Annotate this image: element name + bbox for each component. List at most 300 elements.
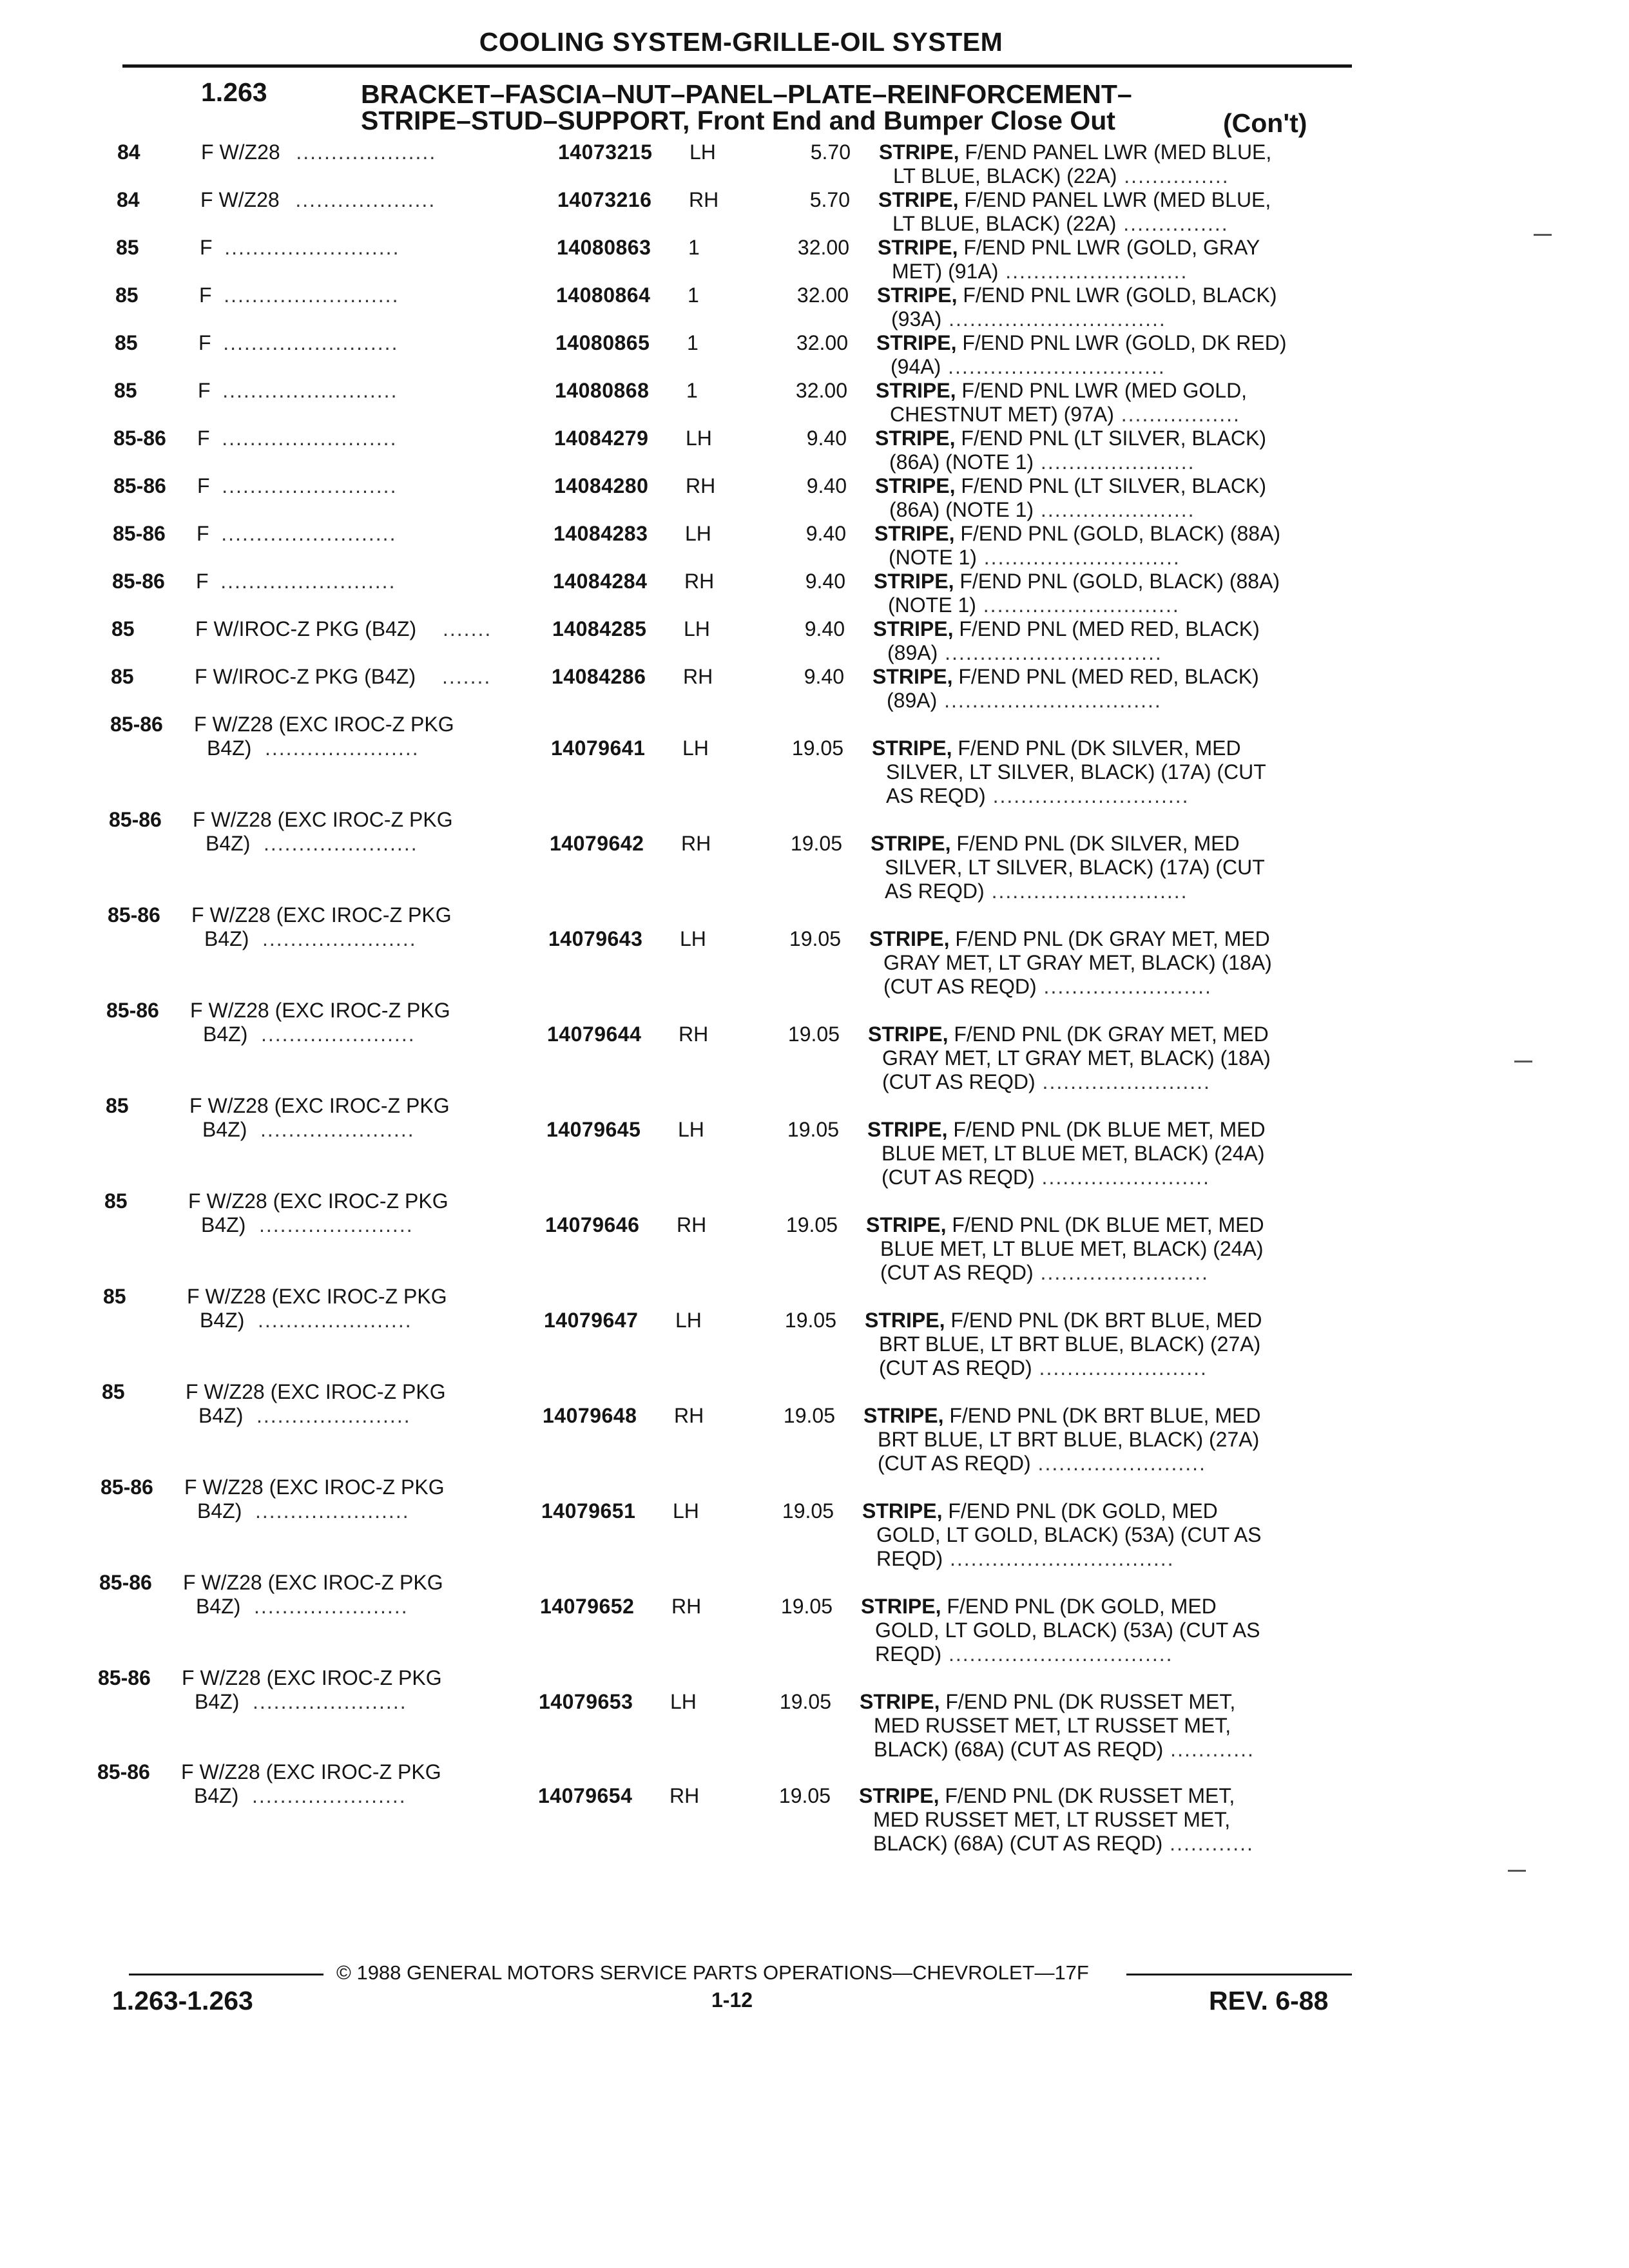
page-title: COOLING SYSTEM-GRILLE-OIL SYSTEM [479, 27, 1003, 57]
price: 9.40 [804, 617, 845, 640]
description-line: F/END PANEL LWR (MED BLUE, [959, 140, 1272, 164]
leader-dots: ............................ [976, 546, 1181, 569]
description-line: F/END PNL (DK RUSSET MET, [940, 1690, 1236, 1713]
price: 19.05 [791, 736, 843, 760]
description-line: F/END PANEL LWR (MED BLUE, [958, 188, 1271, 211]
section-title [361, 81, 1132, 134]
description-line: REQD) [876, 1547, 943, 1570]
description-line: MED RUSSET MET, LT RUSSET MET, [873, 1808, 1231, 1831]
description-keyword: STRIPE, [869, 927, 950, 950]
description-line: (NOTE 1) [889, 546, 977, 569]
model-year: 85 [116, 236, 139, 259]
description [877, 284, 1277, 331]
description [862, 1499, 1262, 1571]
description-line: GOLD, LT GOLD, BLACK) (53A) (CUT AS [876, 1523, 1262, 1546]
leader-dots: ...................... [254, 1595, 409, 1618]
model-year: 85-86 [112, 570, 165, 593]
part-number: 14079645 [546, 1118, 641, 1141]
footer-revision: REV. 6-88 [1209, 1986, 1329, 2015]
leader-dots: .................... [295, 188, 436, 211]
quantity: LH [689, 140, 716, 164]
header-rule [122, 64, 1352, 68]
application: F W/Z28 [200, 188, 280, 211]
leader-dots: ...................... [253, 1690, 407, 1713]
description-line: SILVER, LT SILVER, BLACK) (17A) (CUT [885, 856, 1265, 879]
leader-dots: ...................... [252, 1784, 407, 1807]
application: F W/Z28 (EXC IROC-Z PKG [188, 1189, 448, 1213]
description [868, 1023, 1271, 1094]
quantity: LH [685, 522, 711, 545]
application: F [198, 379, 211, 402]
description-line: (89A) [887, 689, 938, 712]
price: 19.05 [783, 1404, 835, 1427]
description-line: F/END PNL (DK GRAY MET, MED [948, 1023, 1269, 1046]
quantity: LH [678, 1118, 704, 1141]
leader-dots: ...................... [265, 736, 419, 760]
quantity: LH [686, 427, 712, 450]
description [872, 665, 1259, 713]
application-continued: B4Z) [200, 1309, 245, 1332]
leader-dots: ............................... [941, 307, 1166, 331]
description-keyword: STRIPE, [872, 736, 952, 760]
description-line: F/END PNL (MED RED, BLACK) [953, 617, 1260, 640]
part-number: 14079654 [538, 1784, 633, 1807]
application-continued: B4Z) [198, 1404, 244, 1427]
description-keyword: STRIPE, [878, 236, 958, 259]
leader-dots: ............................ [976, 593, 1180, 617]
leader-dots: ......................... [222, 427, 398, 450]
continued-label: (Con't) [1223, 108, 1307, 138]
description-keyword: STRIPE, [863, 1404, 944, 1427]
description [875, 474, 1266, 522]
description-line: SILVER, LT SILVER, BLACK) (17A) (CUT [886, 760, 1266, 783]
quantity: LH [670, 1690, 697, 1713]
leader-dots: ........................ [1034, 1166, 1210, 1189]
leader-dots: ........................ [1035, 1070, 1211, 1093]
description-keyword: STRIPE, [866, 1213, 947, 1236]
description [863, 1404, 1260, 1475]
footer-page-number: 1-12 [711, 1988, 753, 2012]
description [875, 427, 1266, 474]
model-year: 85 [115, 331, 138, 354]
application-continued: B4Z) [201, 1213, 246, 1236]
description-keyword: STRIPE, [879, 140, 959, 164]
application: F W/IROC-Z PKG (B4Z) [195, 665, 416, 688]
part-number: 14079652 [540, 1595, 635, 1618]
part-number: 14084286 [552, 665, 646, 688]
description-line: REQD) [875, 1642, 942, 1666]
description-line: (CUT AS REQD) [878, 1452, 1031, 1475]
description-line: F/END PNL (DK BLUE MET, MED [947, 1118, 1266, 1141]
quantity: RH [681, 832, 711, 855]
description-line: (89A) [887, 641, 938, 664]
leader-dots: ....... [442, 665, 492, 688]
part-number: 14080863 [557, 236, 651, 259]
description-line: (93A) [891, 307, 942, 331]
application-continued: B4Z) [194, 1784, 239, 1807]
leader-dots: ......................... [220, 570, 396, 593]
description-keyword: STRIPE, [867, 1118, 948, 1141]
description-line: F/END PNL (DK SILVER, MED [950, 832, 1240, 855]
description-line: BRT BLUE, LT BRT BLUE, BLACK) (27A) [879, 1332, 1261, 1356]
description-line: MED RUSSET MET, LT RUSSET MET, [874, 1714, 1231, 1737]
application: F W/Z28 (EXC IROC-Z PKG [182, 1666, 442, 1689]
description-line: BRT BLUE, LT BRT BLUE, BLACK) (27A) [878, 1428, 1260, 1451]
description-line: F/END PNL (MED RED, BLACK) [952, 665, 1259, 688]
application: F [199, 284, 212, 307]
description-keyword: STRIPE, [861, 1595, 941, 1618]
part-number: 14084285 [552, 617, 647, 640]
description-line: AS REQD) [885, 879, 985, 903]
model-year: 85-86 [108, 903, 160, 927]
description-line: (86A) (NOTE 1) [889, 450, 1034, 474]
model-year: 85-86 [97, 1760, 150, 1783]
description [865, 1309, 1262, 1380]
section-title-line2: STRIPE–STUD–SUPPORT, Front End and Bumper Close Out [361, 106, 1115, 135]
part-number: 14079644 [547, 1023, 642, 1046]
price: 19.05 [784, 1309, 836, 1332]
price: 19.05 [778, 1784, 831, 1807]
part-number: 14079642 [550, 832, 644, 855]
description-line: (CUT AS REQD) [883, 975, 1037, 998]
application: F [197, 522, 209, 545]
description [861, 1595, 1260, 1666]
quantity: LH [673, 1499, 699, 1523]
leader-dots: ........................ [1036, 975, 1212, 998]
quantity: RH [686, 474, 716, 497]
application: F W/Z28 (EXC IROC-Z PKG [181, 1760, 441, 1783]
price: 32.00 [795, 379, 847, 402]
price: 32.00 [796, 284, 849, 307]
application: F [197, 474, 210, 497]
margin-mark [1534, 234, 1552, 236]
application-continued: B4Z) [197, 1499, 242, 1523]
description-keyword: STRIPE, [873, 617, 954, 640]
part-number: 14079648 [543, 1404, 637, 1427]
leader-dots: ................................ [943, 1547, 1175, 1570]
description-keyword: STRIPE, [876, 331, 957, 354]
leader-dots: ................. [1113, 403, 1240, 426]
price: 19.05 [786, 1213, 838, 1236]
description-line: (86A) (NOTE 1) [889, 498, 1034, 521]
price: 19.05 [789, 927, 841, 950]
part-number: 14084279 [554, 427, 649, 450]
description [872, 736, 1266, 808]
part-number: 14080868 [555, 379, 650, 402]
description [874, 570, 1280, 617]
description-line: F/END PNL (DK GOLD, MED [941, 1595, 1217, 1618]
description-line: (CUT AS REQD) [882, 1166, 1035, 1189]
price: 5.70 [809, 188, 850, 211]
part-number: 14080864 [556, 284, 651, 307]
model-year: 85 [114, 379, 137, 402]
description-keyword: STRIPE, [859, 1784, 940, 1807]
part-number: 14073216 [557, 188, 652, 211]
description [873, 617, 1260, 665]
description-line: BLUE MET, LT BLUE MET, BLACK) (24A) [882, 1142, 1265, 1165]
application: F W/IROC-Z PKG (B4Z) [195, 617, 417, 640]
quantity: RH [689, 188, 719, 211]
quantity: 1 [688, 236, 700, 259]
price: 19.05 [787, 1023, 840, 1046]
description [866, 1213, 1264, 1285]
quantity: RH [670, 1784, 700, 1807]
model-year: 84 [117, 140, 140, 164]
leader-dots: ...................... [256, 1404, 411, 1427]
price: 19.05 [790, 832, 842, 855]
quantity: RH [683, 665, 713, 688]
model-year: 85-86 [101, 1475, 153, 1499]
leader-dots: ...................... [262, 927, 417, 950]
leader-dots: ............... [1117, 164, 1229, 187]
model-year: 85 [106, 1094, 129, 1117]
description-line: F/END PNL LWR (GOLD, DK RED) [956, 331, 1287, 354]
description-keyword: STRIPE, [876, 379, 956, 402]
model-year: 85-86 [113, 522, 166, 545]
application: F W/Z28 (EXC IROC-Z PKG [190, 999, 450, 1022]
part-number: 14079641 [551, 736, 646, 760]
description-keyword: STRIPE, [868, 1023, 949, 1046]
description-keyword: STRIPE, [862, 1499, 943, 1523]
model-year: 85-86 [113, 427, 166, 450]
price: 9.40 [804, 665, 844, 688]
description-line: (94A) [891, 355, 941, 378]
description-line: (NOTE 1) [888, 593, 976, 617]
leader-dots: ...................... [260, 1118, 415, 1141]
leader-dots: ...................... [258, 1309, 412, 1332]
description [871, 832, 1265, 903]
price: 5.70 [810, 140, 851, 164]
description-line: (CUT AS REQD) [879, 1356, 1032, 1379]
description-keyword: STRIPE, [874, 522, 955, 545]
application: F W/Z28 (EXC IROC-Z PKG [187, 1285, 447, 1308]
application-continued: B4Z) [203, 1023, 248, 1046]
price: 32.00 [796, 331, 848, 354]
part-number: 14080865 [555, 331, 650, 354]
application: F [196, 570, 209, 593]
leader-dots: ........................ [1033, 1261, 1209, 1284]
leader-dots: ...................... [255, 1499, 410, 1523]
leader-dots: ........................ [1032, 1356, 1208, 1379]
leader-dots: ............ [1162, 1832, 1254, 1855]
application: F W/Z28 (EXC IROC-Z PKG [184, 1475, 445, 1499]
price: 9.40 [805, 522, 846, 545]
model-year: 85-86 [113, 474, 166, 497]
description-keyword: STRIPE, [860, 1690, 940, 1713]
leader-dots: ......................... [223, 331, 399, 354]
model-year: 85-86 [109, 808, 162, 831]
leader-dots: ............................... [941, 355, 1166, 378]
description-keyword: STRIPE, [865, 1309, 945, 1332]
application: F W/Z28 (EXC IROC-Z PKG [183, 1571, 443, 1594]
quantity: RH [674, 1404, 704, 1427]
quantity: LH [680, 927, 706, 950]
margin-mark [1508, 1870, 1526, 1872]
description-keyword: STRIPE, [875, 474, 956, 497]
leader-dots: ......................... [222, 474, 398, 497]
description-line: BLACK) (68A) (CUT AS REQD) [874, 1738, 1164, 1761]
footer-rule-left [129, 1974, 323, 1975]
leader-dots: .................... [296, 140, 437, 164]
description-keyword: STRIPE, [877, 284, 958, 307]
application-continued: B4Z) [195, 1690, 240, 1713]
description [874, 522, 1280, 570]
footer-section-range: 1.263-1.263 [112, 1986, 253, 2015]
leader-dots: ...................... [1034, 450, 1195, 474]
description-line: (CUT AS REQD) [882, 1070, 1036, 1093]
footer-copyright: © 1988 GENERAL MOTORS SERVICE PARTS OPERATIONS—CHEVROLET—17F [336, 1961, 1089, 1984]
leader-dots: .......................... [998, 260, 1188, 283]
description-line: LT BLUE, BLACK) (22A) [893, 164, 1117, 187]
price: 9.40 [806, 427, 847, 450]
description-line: F/END PNL (LT SILVER, BLACK) [955, 427, 1266, 450]
description [869, 927, 1272, 999]
leader-dots: ...................... [261, 1023, 416, 1046]
footer-rule-right [1126, 1974, 1352, 1975]
application: F W/Z28 (EXC IROC-Z PKG [186, 1380, 446, 1403]
application: F [200, 236, 213, 259]
price: 19.05 [782, 1499, 834, 1523]
leader-dots: ................................ [941, 1642, 1173, 1666]
description [878, 188, 1271, 236]
quantity: LH [682, 736, 709, 760]
application-continued: B4Z) [206, 832, 251, 855]
leader-dots: ............................... [938, 641, 1162, 664]
application: F W/Z28 (EXC IROC-Z PKG [189, 1094, 450, 1117]
leader-dots: ......................... [221, 522, 397, 545]
description-line: F/END PNL LWR (MED GOLD, [956, 379, 1248, 402]
description-line: CHESTNUT MET) (97A) [890, 403, 1114, 426]
section-title-line1: BRACKET–FASCIA–NUT–PANEL–PLATE–REINFORCEMENT– [361, 79, 1132, 109]
model-year: 84 [117, 188, 140, 211]
description-line: AS REQD) [886, 784, 986, 807]
description-keyword: STRIPE, [871, 832, 951, 855]
description-line: BLUE MET, LT BLUE MET, BLACK) (24A) [880, 1237, 1264, 1260]
leader-dots: ............ [1163, 1738, 1255, 1761]
description-line: BLACK) (68A) (CUT AS REQD) [873, 1832, 1163, 1855]
application: F [197, 427, 210, 450]
price: 19.05 [780, 1595, 833, 1618]
model-year: 85 [103, 1285, 126, 1308]
price: 19.05 [779, 1690, 831, 1713]
leader-dots: ....... [443, 617, 492, 640]
leader-dots: ......................... [222, 379, 398, 402]
model-year: 85 [115, 284, 139, 307]
description-line: F/END PNL (DK BLUE MET, MED [946, 1213, 1264, 1236]
part-number: 14079651 [541, 1499, 636, 1523]
model-year: 85-86 [106, 999, 159, 1022]
leader-dots: ............................ [985, 784, 1190, 807]
part-number: 14079646 [545, 1213, 640, 1236]
quantity: 1 [688, 284, 699, 307]
description-line: GRAY MET, LT GRAY MET, BLACK) (18A) [883, 951, 1272, 974]
description-keyword: STRIPE, [874, 570, 954, 593]
model-year: 85 [102, 1380, 125, 1403]
application-continued: B4Z) [196, 1595, 241, 1618]
description [878, 236, 1260, 284]
quantity: RH [684, 570, 715, 593]
leader-dots: ........................ [1030, 1452, 1206, 1475]
section-number: 1.263 [201, 77, 267, 107]
part-number: 14084284 [553, 570, 648, 593]
model-year: 85 [111, 665, 134, 688]
leader-dots: ............... [1116, 212, 1229, 235]
application: F W/Z28 (EXC IROC-Z PKG [193, 808, 453, 831]
quantity: 1 [686, 379, 698, 402]
application-continued: B4Z) [207, 736, 252, 760]
description-line: F/END PNL (DK SILVER, MED [952, 736, 1241, 760]
description-line: F/END PNL (GOLD, BLACK) (88A) [954, 522, 1281, 545]
quantity: RH [679, 1023, 709, 1046]
price: 9.40 [806, 474, 847, 497]
quantity: 1 [687, 331, 699, 354]
model-year: 85-86 [99, 1571, 152, 1594]
model-year: 85 [104, 1189, 128, 1213]
leader-dots: ............................ [984, 879, 1188, 903]
leader-dots: ...................... [264, 832, 418, 855]
part-number: 14079643 [548, 927, 643, 950]
part-number: 14079647 [544, 1309, 639, 1332]
quantity: RH [677, 1213, 707, 1236]
leader-dots: ............................... [937, 689, 1162, 712]
application-continued: B4Z) [204, 927, 249, 950]
description-line: F/END PNL LWR (GOLD, BLACK) [957, 284, 1277, 307]
leader-dots: ......................... [224, 284, 400, 307]
description-line: F/END PNL (DK GOLD, MED [942, 1499, 1218, 1523]
description-line: GRAY MET, LT GRAY MET, BLACK) (18A) [882, 1046, 1271, 1070]
description [867, 1118, 1266, 1189]
description [859, 1784, 1254, 1856]
leader-dots: ......................... [224, 236, 400, 259]
description-line: GOLD, LT GOLD, BLACK) (53A) (CUT AS [875, 1619, 1260, 1642]
description-line: F/END PNL (DK RUSSET MET, [939, 1784, 1235, 1807]
part-number: 14079653 [539, 1690, 633, 1713]
application: F W/Z28 [201, 140, 280, 164]
part-number: 14084280 [554, 474, 649, 497]
description-line: LT BLUE, BLACK) (22A) [892, 212, 1117, 235]
description [876, 331, 1287, 379]
description-line: F/END PNL (GOLD, BLACK) (88A) [954, 570, 1280, 593]
quantity: LH [675, 1309, 702, 1332]
description-line: F/END PNL LWR (GOLD, GRAY [958, 236, 1260, 259]
model-year: 85 [111, 617, 135, 640]
application: F W/Z28 (EXC IROC-Z PKG [191, 903, 452, 927]
application: F [198, 331, 211, 354]
description-line: F/END PNL (DK BRT BLUE, MED [943, 1404, 1261, 1427]
quantity: LH [684, 617, 710, 640]
description-keyword: STRIPE, [875, 427, 956, 450]
model-year: 85-86 [110, 713, 163, 736]
leader-dots: ...................... [1034, 498, 1195, 521]
description-keyword: STRIPE, [878, 188, 959, 211]
leader-dots: ...................... [259, 1213, 414, 1236]
quantity: RH [671, 1595, 702, 1618]
part-number: 14084283 [554, 522, 648, 545]
price: 9.40 [805, 570, 845, 593]
description-keyword: STRIPE, [872, 665, 953, 688]
model-year: 85-86 [98, 1666, 151, 1689]
price: 32.00 [797, 236, 849, 259]
price: 19.05 [787, 1118, 839, 1141]
margin-mark [1514, 1061, 1532, 1062]
description-line: F/END PNL (DK BRT BLUE, MED [945, 1309, 1262, 1332]
description-line: F/END PNL (LT SILVER, BLACK) [955, 474, 1266, 497]
description-line: MET) (91A) [892, 260, 999, 283]
application-continued: B4Z) [202, 1118, 247, 1141]
description [860, 1690, 1255, 1762]
application: F W/Z28 (EXC IROC-Z PKG [194, 713, 454, 736]
description [876, 379, 1247, 427]
